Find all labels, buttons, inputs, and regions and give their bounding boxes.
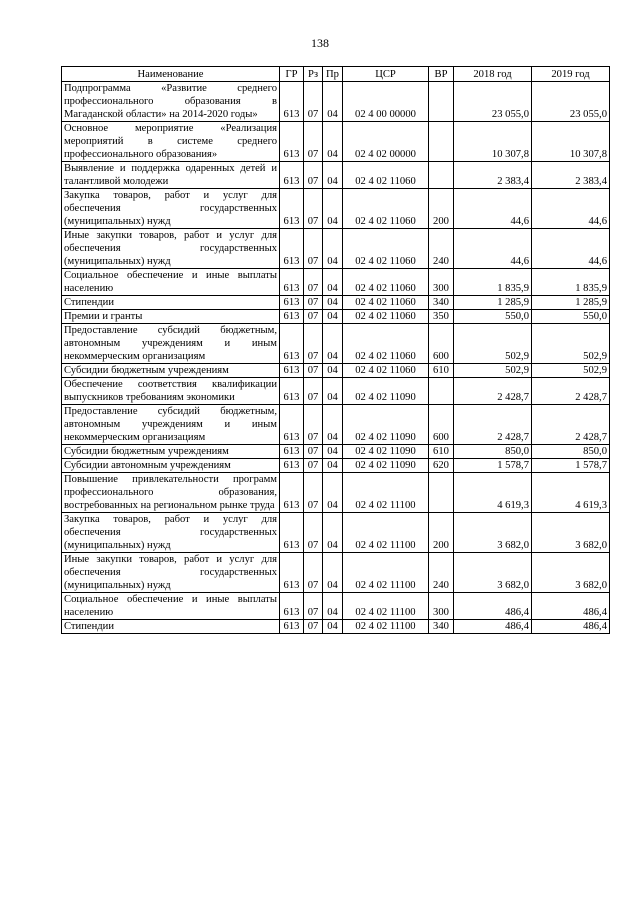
row-csr: 02 4 02 11100 (343, 593, 429, 620)
row-rz: 07 (304, 310, 323, 324)
row-amount-2018: 1 835,9 (454, 269, 532, 296)
row-rz: 07 (304, 378, 323, 405)
row-gr: 613 (280, 473, 304, 513)
table-body (62, 82, 610, 634)
row-rz: 07 (304, 82, 323, 122)
row-amount-2019: 486,4 (532, 620, 610, 634)
row-pr: 04 (323, 445, 343, 459)
row-amount-2019: 3 682,0 (532, 553, 610, 593)
header-vr: ВР (429, 67, 454, 82)
row-gr: 613 (280, 162, 304, 189)
row-amount-2018: 10 307,8 (454, 122, 532, 162)
row-csr: 02 4 02 11090 (343, 459, 429, 473)
row-rz: 07 (304, 229, 323, 269)
row-vr (429, 122, 454, 162)
row-amount-2018: 486,4 (454, 620, 532, 634)
row-csr: 02 4 02 11090 (343, 445, 429, 459)
row-amount-2019: 3 682,0 (532, 513, 610, 553)
row-vr: 600 (429, 324, 454, 364)
row-rz: 07 (304, 122, 323, 162)
row-amount-2018: 44,6 (454, 229, 532, 269)
row-vr (429, 473, 454, 513)
row-rz: 07 (304, 162, 323, 189)
row-amount-2019: 10 307,8 (532, 122, 610, 162)
row-amount-2019: 1 578,7 (532, 459, 610, 473)
row-amount-2018: 44,6 (454, 189, 532, 229)
table-row (62, 593, 610, 620)
row-amount-2019: 1 285,9 (532, 296, 610, 310)
budget-table (61, 66, 610, 634)
row-name: Иные закупки товаров, работ и услуг для обеспечения государственных (муниципальных) нужд (62, 553, 280, 593)
row-name: Закупка товаров, работ и услуг для обеспечения государственных (муниципальных) нужд (62, 513, 280, 553)
row-csr: 02 4 02 11100 (343, 473, 429, 513)
table-row (62, 378, 610, 405)
row-name: Основное мероприятие «Реализация мероприятий в системе среднего профессионального образования» (62, 122, 280, 162)
row-rz: 07 (304, 459, 323, 473)
header-name: Наименование (62, 67, 280, 82)
header-gr: ГР (280, 67, 304, 82)
row-amount-2018: 2 428,7 (454, 378, 532, 405)
table-row (62, 405, 610, 445)
row-name: Стипендии (62, 296, 280, 310)
row-gr: 613 (280, 378, 304, 405)
row-csr: 02 4 02 11090 (343, 405, 429, 445)
row-rz: 07 (304, 189, 323, 229)
header-rz: Рз (304, 67, 323, 82)
table-row (62, 229, 610, 269)
row-vr: 340 (429, 620, 454, 634)
row-vr: 240 (429, 553, 454, 593)
row-rz: 07 (304, 364, 323, 378)
header-2018: 2018 год (454, 67, 532, 82)
row-name: Социальное обеспечение и иные выплаты населению (62, 269, 280, 296)
row-csr: 02 4 02 11100 (343, 553, 429, 593)
row-amount-2019: 4 619,3 (532, 473, 610, 513)
row-gr: 613 (280, 553, 304, 593)
row-name: Предоставление субсидий бюджетным, автономным учреждениям и иным некоммерческим организациям (62, 405, 280, 445)
row-rz: 07 (304, 513, 323, 553)
row-gr: 613 (280, 405, 304, 445)
row-rz: 07 (304, 620, 323, 634)
row-pr: 04 (323, 229, 343, 269)
table-row (62, 553, 610, 593)
table-row (62, 620, 610, 634)
row-pr: 04 (323, 620, 343, 634)
row-pr: 04 (323, 513, 343, 553)
row-rz: 07 (304, 405, 323, 445)
row-name: Стипендии (62, 620, 280, 634)
row-csr: 02 4 02 11060 (343, 296, 429, 310)
row-csr: 02 4 02 11100 (343, 620, 429, 634)
row-amount-2018: 3 682,0 (454, 513, 532, 553)
row-pr: 04 (323, 459, 343, 473)
row-rz: 07 (304, 553, 323, 593)
table-row (62, 445, 610, 459)
row-gr: 613 (280, 122, 304, 162)
page-number: 138 (311, 36, 329, 50)
row-rz: 07 (304, 593, 323, 620)
row-pr: 04 (323, 364, 343, 378)
row-pr: 04 (323, 296, 343, 310)
row-pr: 04 (323, 269, 343, 296)
table-row (62, 473, 610, 513)
row-vr: 350 (429, 310, 454, 324)
row-gr: 613 (280, 364, 304, 378)
row-vr: 610 (429, 445, 454, 459)
row-amount-2019: 23 055,0 (532, 82, 610, 122)
header-pr: Пр (323, 67, 343, 82)
table-row (62, 324, 610, 364)
row-csr: 02 4 02 00000 (343, 122, 429, 162)
row-csr: 02 4 02 11060 (343, 310, 429, 324)
table-row (62, 82, 610, 122)
row-amount-2019: 2 428,7 (532, 405, 610, 445)
row-vr: 200 (429, 513, 454, 553)
table-row (62, 122, 610, 162)
row-vr: 620 (429, 459, 454, 473)
row-csr: 02 4 02 11060 (343, 324, 429, 364)
row-name: Субсидии бюджетным учреждениям (62, 445, 280, 459)
row-amount-2019: 486,4 (532, 593, 610, 620)
row-csr: 02 4 02 11060 (343, 229, 429, 269)
row-amount-2018: 486,4 (454, 593, 532, 620)
row-name: Субсидии автономным учреждениям (62, 459, 280, 473)
row-amount-2019: 502,9 (532, 324, 610, 364)
row-rz: 07 (304, 269, 323, 296)
table-row (62, 269, 610, 296)
row-vr: 200 (429, 189, 454, 229)
row-vr: 610 (429, 364, 454, 378)
table-row (62, 310, 610, 324)
header-2019: 2019 год (532, 67, 610, 82)
row-vr: 240 (429, 229, 454, 269)
row-amount-2018: 3 682,0 (454, 553, 532, 593)
row-csr: 02 4 02 11060 (343, 269, 429, 296)
row-rz: 07 (304, 445, 323, 459)
row-gr: 613 (280, 445, 304, 459)
table-row (62, 513, 610, 553)
row-amount-2018: 1 578,7 (454, 459, 532, 473)
row-name: Обеспечение соответствия квалификации выпускников требованиям экономики (62, 378, 280, 405)
row-amount-2018: 2 428,7 (454, 405, 532, 445)
row-amount-2019: 1 835,9 (532, 269, 610, 296)
row-amount-2019: 502,9 (532, 364, 610, 378)
table-row (62, 364, 610, 378)
row-name: Иные закупки товаров, работ и услуг для обеспечения государственных (муниципальных) нужд (62, 229, 280, 269)
row-amount-2019: 2 428,7 (532, 378, 610, 405)
row-amount-2018: 502,9 (454, 364, 532, 378)
row-csr: 02 4 00 00000 (343, 82, 429, 122)
row-gr: 613 (280, 513, 304, 553)
row-amount-2019: 850,0 (532, 445, 610, 459)
row-name: Закупка товаров, работ и услуг для обеспечения государственных (муниципальных) нужд (62, 189, 280, 229)
row-csr: 02 4 02 11100 (343, 513, 429, 553)
row-csr: 02 4 02 11060 (343, 364, 429, 378)
row-csr: 02 4 02 11060 (343, 189, 429, 229)
row-amount-2018: 4 619,3 (454, 473, 532, 513)
row-amount-2019: 550,0 (532, 310, 610, 324)
row-gr: 613 (280, 269, 304, 296)
row-amount-2018: 550,0 (454, 310, 532, 324)
row-name: Премии и гранты (62, 310, 280, 324)
row-rz: 07 (304, 324, 323, 364)
table-header-row (62, 67, 610, 82)
row-gr: 613 (280, 189, 304, 229)
row-amount-2018: 502,9 (454, 324, 532, 364)
row-gr: 613 (280, 324, 304, 364)
table-row (62, 162, 610, 189)
table-row (62, 296, 610, 310)
row-gr: 613 (280, 593, 304, 620)
table-row (62, 189, 610, 229)
row-vr (429, 82, 454, 122)
header-csr: ЦСР (343, 67, 429, 82)
row-pr: 04 (323, 189, 343, 229)
row-gr: 613 (280, 620, 304, 634)
row-name: Повышение привлекательности программ профессионального образования, востребованных на региональном рынке труда (62, 473, 280, 513)
row-rz: 07 (304, 473, 323, 513)
row-pr: 04 (323, 324, 343, 364)
row-pr: 04 (323, 122, 343, 162)
row-name: Социальное обеспечение и иные выплаты населению (62, 593, 280, 620)
row-pr: 04 (323, 82, 343, 122)
row-vr (429, 378, 454, 405)
row-pr: 04 (323, 162, 343, 189)
row-amount-2018: 23 055,0 (454, 82, 532, 122)
row-name: Выявление и поддержка одаренных детей и талантливой молодежи (62, 162, 280, 189)
row-name: Субсидии бюджетным учреждениям (62, 364, 280, 378)
row-gr: 613 (280, 459, 304, 473)
row-vr: 600 (429, 405, 454, 445)
row-amount-2018: 850,0 (454, 445, 532, 459)
row-vr: 300 (429, 593, 454, 620)
row-gr: 613 (280, 310, 304, 324)
row-pr: 04 (323, 405, 343, 445)
row-vr (429, 162, 454, 189)
row-pr: 04 (323, 473, 343, 513)
row-pr: 04 (323, 593, 343, 620)
row-pr: 04 (323, 378, 343, 405)
row-amount-2019: 44,6 (532, 189, 610, 229)
row-csr: 02 4 02 11090 (343, 378, 429, 405)
row-pr: 04 (323, 310, 343, 324)
row-amount-2019: 44,6 (532, 229, 610, 269)
row-gr: 613 (280, 229, 304, 269)
row-rz: 07 (304, 296, 323, 310)
row-amount-2018: 1 285,9 (454, 296, 532, 310)
table-row (62, 459, 610, 473)
row-csr: 02 4 02 11060 (343, 162, 429, 189)
row-amount-2018: 2 383,4 (454, 162, 532, 189)
row-pr: 04 (323, 553, 343, 593)
row-vr: 340 (429, 296, 454, 310)
row-vr: 300 (429, 269, 454, 296)
row-amount-2019: 2 383,4 (532, 162, 610, 189)
row-name: Предоставление субсидий бюджетным, автономным учреждениям и иным некоммерческим организациям (62, 324, 280, 364)
row-name: Подпрограмма «Развитие среднего профессионального образования в Магаданской области» на 2014-2020 годы» (62, 82, 280, 122)
row-gr: 613 (280, 296, 304, 310)
row-gr: 613 (280, 82, 304, 122)
